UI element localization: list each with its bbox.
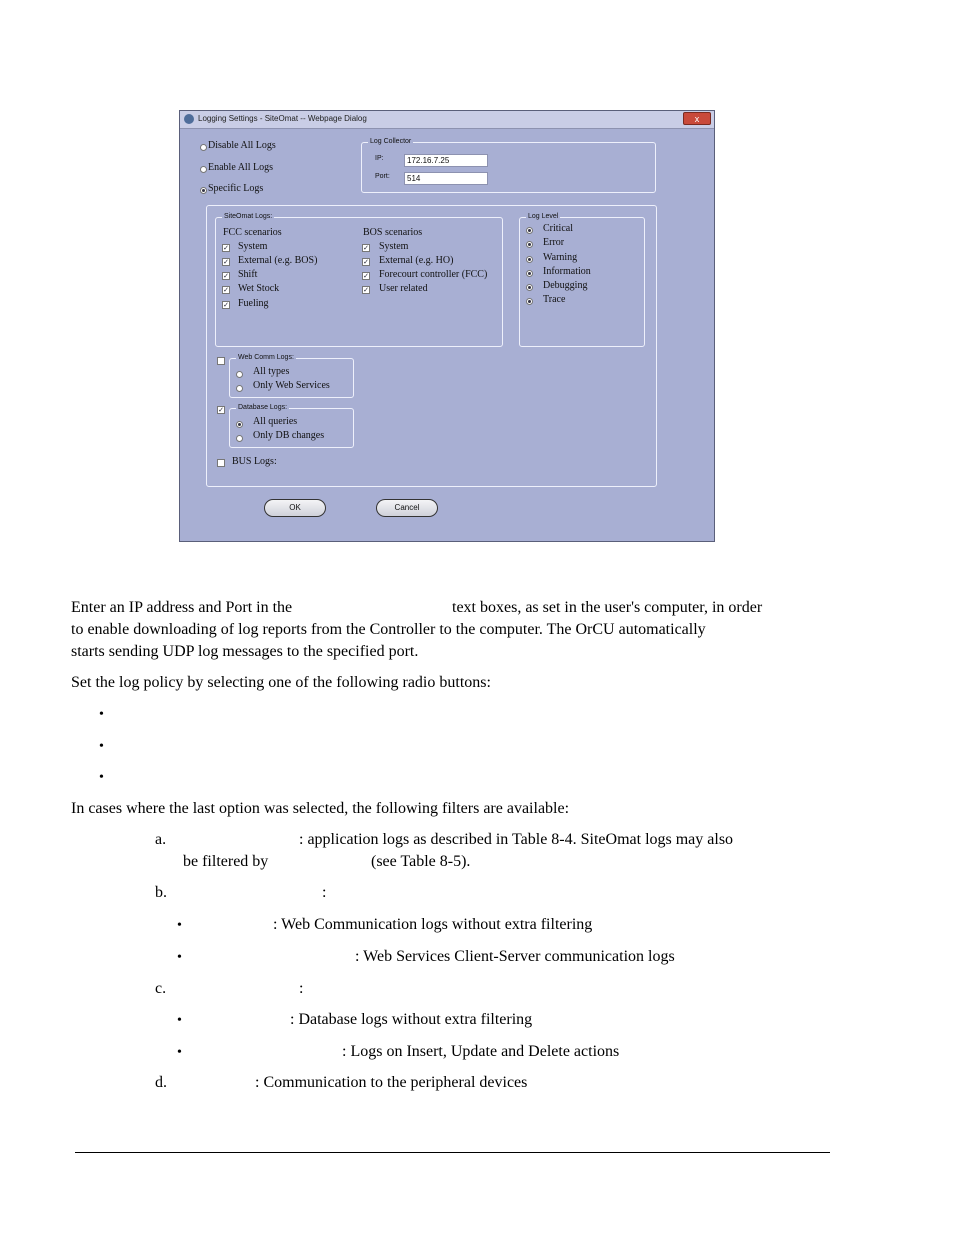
item-b-bullet-1: • <box>177 918 182 933</box>
para2: Set the log policy by selecting one of the following radio buttons: <box>71 674 491 691</box>
web-comm-logs-group <box>229 354 354 398</box>
item-d-text: : Communication to the peripheral devices <box>255 1074 528 1091</box>
ip-input[interactable] <box>404 154 488 167</box>
item-b-sub2: : Web Services Client-Server communication logs <box>355 948 675 965</box>
warning-label: Warning <box>543 252 578 263</box>
trace-radio[interactable] <box>526 298 533 305</box>
bullet-2: • <box>99 739 104 754</box>
only-web-services-label: Only Web Services <box>253 380 330 391</box>
bos-fcc-checkbox[interactable]: ✓ <box>363 272 369 280</box>
item-a-line2-start: be filtered by <box>183 853 269 870</box>
database-logs-legend: Database Logs: <box>238 404 288 411</box>
bos-system-label: System <box>379 241 409 252</box>
only-web-services-radio[interactable] <box>236 385 243 392</box>
trace-label: Trace <box>543 294 566 305</box>
debugging-radio[interactable] <box>526 284 533 291</box>
debugging-label: Debugging <box>543 280 588 291</box>
information-label: Information <box>543 266 591 277</box>
item-c-sub1: : Database logs without extra filtering <box>290 1011 533 1028</box>
dialog-title: Logging Settings - SiteOmat -- Webpage Dialog <box>198 114 367 123</box>
para1-line2: to enable downloading of log reports from the Controller to the computer. The OrCU automatically <box>71 621 706 638</box>
fcc-external-checkbox[interactable]: ✓ <box>223 258 229 266</box>
item-a-line2-end: (see Table 8-5). <box>371 853 471 870</box>
bos-external-label: External (e.g. HO) <box>379 255 454 266</box>
item-c-marker: c. <box>155 980 167 997</box>
fcc-wetstock-label: Wet Stock <box>238 283 280 294</box>
all-queries-radio[interactable] <box>236 421 243 428</box>
specific-logs-radio[interactable] <box>200 187 207 194</box>
critical-radio[interactable] <box>526 227 533 234</box>
item-c-sub2: : Logs on Insert, Update and Delete actions <box>342 1043 620 1060</box>
bos-system-checkbox[interactable]: ✓ <box>363 244 369 252</box>
siteomat-logs-group <box>215 213 503 347</box>
siteomat-logs-legend: SiteOmat Logs: <box>224 213 273 220</box>
footer-divider <box>75 1152 830 1153</box>
disable-all-logs-label: Disable All Logs <box>208 140 276 151</box>
app-icon <box>184 114 194 124</box>
bus-logs-label: BUS Logs: <box>232 456 277 467</box>
disable-all-logs-radio[interactable] <box>200 144 207 151</box>
fcc-system-checkbox[interactable]: ✓ <box>223 244 229 252</box>
database-logs-group <box>229 404 354 448</box>
item-b-marker: b. <box>155 884 167 901</box>
bos-fcc-label: Forecourt controller (FCC) <box>379 269 488 280</box>
web-comm-logs-checkbox[interactable] <box>217 357 225 365</box>
port-label: Port: <box>375 173 390 180</box>
error-label: Error <box>543 237 565 248</box>
fcc-external-label: External (e.g. BOS) <box>238 255 318 266</box>
para1-line3: starts sending UDP log messages to the specified port. <box>71 643 419 660</box>
specific-logs-label: Specific Logs <box>208 183 264 194</box>
fcc-scenarios-header: FCC scenarios <box>223 227 282 238</box>
item-b-sub1: : Web Communication logs without extra filtering <box>273 916 593 933</box>
item-c-colon: : <box>299 980 304 997</box>
log-level-group <box>519 213 645 347</box>
all-queries-label: All queries <box>253 416 298 427</box>
dialog-titlebar <box>180 111 714 129</box>
fcc-wetstock-checkbox[interactable]: ✓ <box>223 286 229 294</box>
all-types-radio[interactable] <box>236 371 243 378</box>
item-c-bullet-1: • <box>177 1013 182 1028</box>
log-collector-legend: Log Collector <box>370 138 412 145</box>
error-radio[interactable] <box>526 241 533 248</box>
log-level-legend: Log Level <box>528 213 559 220</box>
item-a-text: : application logs as described in Table 8-4. SiteOmat logs may also <box>299 831 734 848</box>
item-a-marker: a. <box>155 831 167 848</box>
bullet-3: • <box>99 770 104 785</box>
bos-user-label: User related <box>379 283 428 294</box>
cancel-button[interactable]: Cancel <box>376 499 438 517</box>
database-logs-checkbox[interactable]: ✓ <box>218 406 224 414</box>
para1-line1-end: text boxes, as set in the user's computer, in order <box>452 599 763 616</box>
fcc-shift-label: Shift <box>238 269 258 280</box>
fcc-fueling-checkbox[interactable]: ✓ <box>223 301 229 309</box>
bos-scenarios-header: BOS scenarios <box>363 227 423 238</box>
information-radio[interactable] <box>526 270 533 277</box>
enable-all-logs-radio[interactable] <box>200 166 207 173</box>
ok-button[interactable]: OK <box>264 499 326 517</box>
para3: In cases where the last option was selected, the following filters are available: <box>71 800 570 817</box>
item-b-bullet-2: • <box>177 950 182 965</box>
enable-all-logs-label: Enable All Logs <box>208 162 273 173</box>
web-comm-logs-legend: Web Comm Logs: <box>238 354 294 361</box>
warning-radio[interactable] <box>526 256 533 263</box>
port-input[interactable] <box>404 172 488 185</box>
bos-external-checkbox[interactable]: ✓ <box>363 258 369 266</box>
item-d-marker: d. <box>155 1074 167 1091</box>
fcc-system-label: System <box>238 241 268 252</box>
all-types-label: All types <box>253 366 290 377</box>
close-button[interactable]: x <box>683 112 711 125</box>
logging-settings-dialog <box>179 110 715 542</box>
para1-line1-start: Enter an IP address and Port in the <box>71 599 293 616</box>
bus-logs-checkbox[interactable] <box>217 459 225 467</box>
only-db-changes-radio[interactable] <box>236 435 243 442</box>
item-b-colon: : <box>322 884 327 901</box>
log-collector-group <box>361 138 656 193</box>
only-db-changes-label: Only DB changes <box>253 430 325 441</box>
bullet-1: • <box>99 707 104 722</box>
critical-label: Critical <box>543 223 573 234</box>
bos-user-checkbox[interactable]: ✓ <box>363 286 369 294</box>
fcc-fueling-label: Fueling <box>238 298 269 309</box>
ip-label: IP: <box>375 155 384 162</box>
item-c-bullet-2: • <box>177 1045 182 1060</box>
fcc-shift-checkbox[interactable]: ✓ <box>223 272 229 280</box>
